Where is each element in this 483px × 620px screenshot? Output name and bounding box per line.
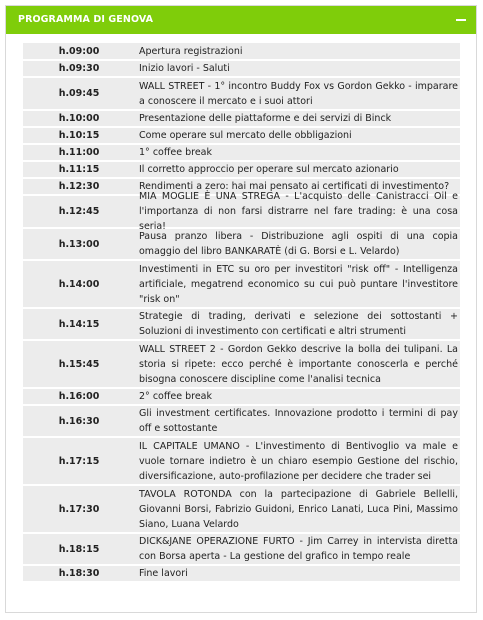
panel-title: PROGRAMMA DI GENOVA [18, 14, 154, 25]
row-time: h.18:30 [58, 568, 100, 579]
schedule-row [23, 406, 460, 438]
row-description: Il corretto approccio per operare sul mercato azionario [139, 164, 399, 175]
row-description: Pausa pranzo libera - Distribuzione agli ospiti di una copia omaggio del libro BANKARATÈ (di G. Borsi e L. Velardo) [139, 231, 458, 257]
schedule-row [23, 229, 460, 261]
schedule-row [23, 566, 460, 583]
row-time: h.09:00 [58, 45, 100, 57]
row-description: WALL STREET - 1° incontro Buddy Fox vs Gordon Gekko - imparare a conoscere il mercato e i suoi attori [139, 80, 458, 107]
row-time: h.17:15 [58, 455, 100, 467]
row-description: MIA MOGLIE È UNA STREGA - L'acquisto delle Canistracci Oil e l'importanza di non farsi distrarre nel fare trading: è una cosa seria! [139, 191, 458, 232]
row-time: h.13:00 [58, 238, 100, 250]
row-description: Investimenti in ETC su oro per investitori "risk off" - Intelligenza artificiale, megatrend economico su cui può puntare l'investitore "risk on" [139, 263, 458, 305]
schedule-row [23, 438, 460, 486]
schedule-row [23, 309, 460, 341]
row-description: Inizio lavori - Saluti [139, 63, 230, 74]
row-time: h.12:30 [58, 181, 100, 192]
row-time: h.12:45 [58, 206, 100, 217]
schedule-row [23, 486, 460, 534]
row-description: Rendimenti a zero: hai mai pensato ai certificati di investimento? [139, 181, 450, 192]
program-panel [5, 5, 477, 613]
row-description: 1° coffee break [139, 147, 212, 158]
row-description: Gli investment certificates. Innovazione prodotto i termini di pay off e sottostante [139, 408, 458, 434]
row-time: h.09:30 [58, 63, 100, 74]
panel-header[interactable] [6, 6, 476, 34]
row-time: h.16:00 [58, 391, 100, 402]
schedule-row [23, 261, 460, 309]
row-time: h.18:15 [58, 543, 100, 555]
schedule-row [23, 534, 460, 566]
schedule-table [23, 43, 460, 583]
row-time: h.16:30 [58, 415, 100, 427]
row-time: h.09:45 [58, 88, 100, 99]
schedule-row [23, 61, 460, 78]
row-time: h.11:15 [58, 164, 100, 175]
row-time: h.14:15 [58, 318, 100, 330]
row-time: h.17:30 [58, 503, 100, 515]
row-time: h.10:00 [58, 113, 100, 124]
row-description: TAVOLA ROTONDA con la partecipazione di Gabriele Bellelli, Giovanni Borsi, Fabrizio Guidoni, Enrico Lanati, Luca Pini, Massimo Siano, Luana Velardo [139, 488, 458, 530]
row-time: h.10:15 [58, 130, 100, 141]
row-description: Apertura registrazioni [139, 45, 243, 57]
minus-icon [456, 19, 466, 21]
row-time: h.15:45 [58, 358, 100, 370]
row-description: Fine lavori [139, 568, 188, 579]
schedule-row [23, 78, 460, 111]
row-description: Come operare sul mercato delle obbligazioni [139, 130, 352, 141]
schedule-row [23, 341, 460, 389]
schedule-row [23, 191, 460, 232]
row-description: IL CAPITALE UMANO - L'investimento di Bentivoglio va male e vuole tornare indietro è un chiaro esempio Gestione del rischio, diversificazione, auto-profilazione per decidere che trader sei [139, 440, 458, 482]
row-description: 2° coffee break [139, 391, 212, 402]
row-time: h.11:00 [58, 147, 100, 158]
row-description: Strategie di trading, derivati e selezione dei sottostanti + Soluzioni di investimento con certificati e altri strumenti [139, 311, 458, 337]
row-description: WALL STREET 2 - Gordon Gekko descrive la bolla dei tulipani. La storia si ripete: ecco perché è importante conoscerla e perché bisogna conoscere discipline come l'analisi tecnica [139, 343, 458, 385]
row-description: DICK&JANE OPERAZIONE FURTO - Jim Carrey in intervista diretta con Borsa aperta - La gestione del grafico in tempo reale [139, 536, 458, 562]
row-description: Presentazione delle piattaforme e dei servizi di Binck [139, 113, 392, 124]
row-time: h.14:00 [58, 278, 100, 290]
collapse-toggle[interactable] [446, 6, 476, 34]
